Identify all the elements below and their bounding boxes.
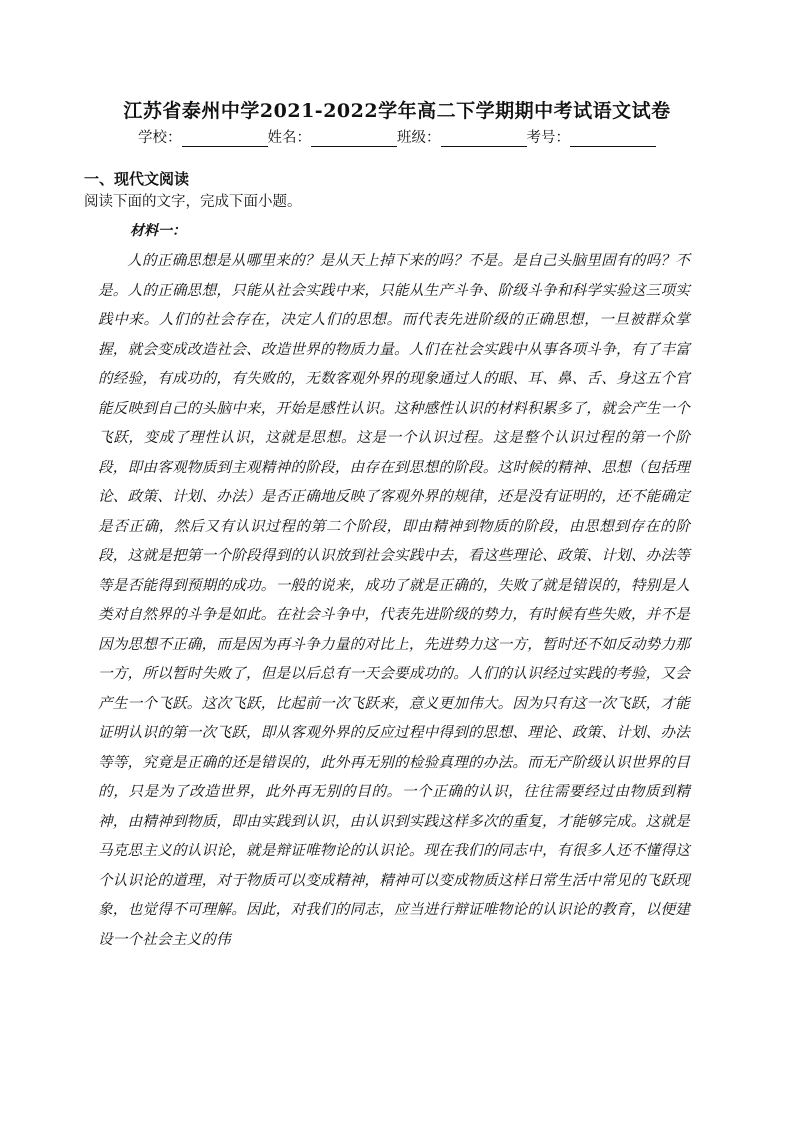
name-blank xyxy=(311,131,397,147)
exam-number-label: 考号： xyxy=(526,130,570,146)
section-heading: 一、现代文阅读 xyxy=(84,170,190,188)
student-info-line xyxy=(0,126,794,147)
class-field xyxy=(397,126,527,147)
school-label: 学校： xyxy=(138,130,182,146)
name-field xyxy=(268,126,398,147)
exam-title: 江苏省泰州中学2021-2022学年高二下学期期中考试语文试卷 xyxy=(123,100,671,122)
class-label: 班级： xyxy=(397,130,441,146)
class-blank xyxy=(441,131,527,147)
name-label: 姓名： xyxy=(267,130,311,146)
reading-instruction: 阅读下面的文字，完成下面小题。 xyxy=(84,194,302,210)
school-field xyxy=(138,126,268,147)
school-blank xyxy=(182,131,268,147)
reading-passage: 人的正确思想是从哪里来的？是从天上掉下来的吗？不是。是自己头脑里固有的吗？不是。人的正确思想，只能从社会实践中来，只能从生产斗争、阶级斗争和科学实验这三项实践中来。人们的社会存在，决定人们的思想。而代表先进阶级的正确思想，一旦被群众掌握，就会变成改造社会、改造世界的物质力量。人们在社会实践中从事各项斗争，有了丰富的经验，有成功的，有失败的，无数客观外界的现象通过人的眼、耳、鼻、舌、身这五个官能反映到自己的头脑中来，开始是感性认识。这种感性认识的材料积累多了，就会产生一个飞跃，变成了理性认识，这就是思想。这是一个认识过程。这是整个认识过程的第一个阶段，即由客观物质到主观精神的阶段，由存在到思想的阶段。这时候的精神、思想（包括理论、政策、计划、办法）是否正确地反映了客观外界的规律，还是没有证明的，还不能确定是否正确，然后又有认识过程的第二个阶段，即由精神到物质的阶段，由思想到存在的阶段，这就是把第一个阶段得到的认识放到社会实践中去，看这些理论、政策、计划、办法等等是否能得到预期的成功。一般的说来，成功了就是正确的，失败了就是错误的，特别是人类对自然界的斗争是如此。在社会斗争中，代表先进阶级的势力，有时候有些失败，并不是因为思想不正确，而是因为再斗争力量的对比上，先进势力这一方，暂时还不如反动势力那一方，所以暂时失败了，但是以后总有一天会要成功的。人们的认识经过实践的考验，又会产生一个飞跃。这次飞跃，比起前一次飞跃来，意义更加伟大。因为只有这一次飞跃，才能证明认识的第一次飞跃，即从客观外界的反应过程中得到的思想、理论、政策、计划、办法等等，究竟是正确的还是错误的，此外再无别的检验真理的办法。而无产阶级认识世界的目的，只是为了改造世界，此外再无别的目的。一个正确的认识，往往需要经过由物质到精神，由精神到物质，即由实践到认识，由认识到实践这样多次的重复，才能够完成。这就是马克思主义的认识论，就是辩证唯物论的认识论。现在我们的同志中，有很多人还不懂得这个认识论的道理，对于物质可以变成精神，精神可以变成物质这样日常生活中常见的飞跃现象，也觉得不可理解。因此，对我们的同志，应当进行辩证唯物论的认识论的教育，以便建设一个社会主义的伟 xyxy=(98,252,690,948)
exam-number-blank xyxy=(570,131,656,147)
exam-number-field xyxy=(527,126,657,147)
material-label: 材料一： xyxy=(130,223,186,239)
